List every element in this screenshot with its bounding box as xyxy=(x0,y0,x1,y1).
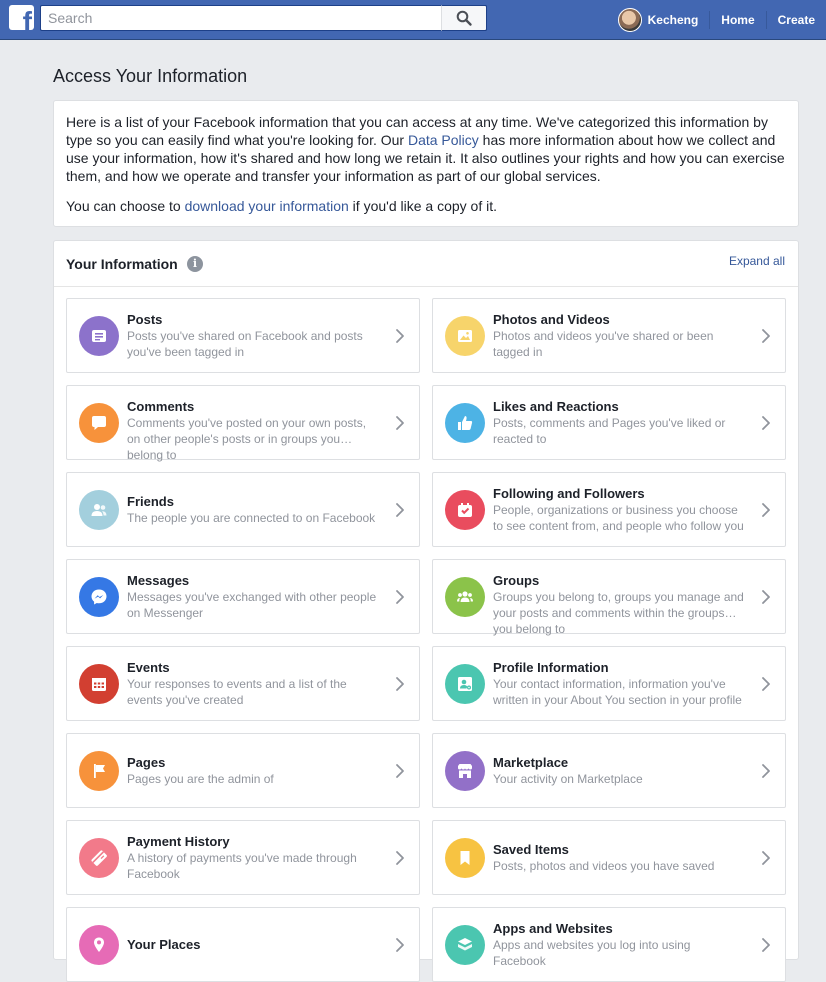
card-title: Pages xyxy=(127,754,166,770)
card-text xyxy=(493,486,745,534)
info-card-comments[interactable] xyxy=(66,385,420,460)
chevron-right-icon xyxy=(395,937,405,953)
card-description: People, organizations or business you choose to see content from, and people who follow you xyxy=(493,502,744,533)
info-card-likes-and-reactions[interactable] xyxy=(432,385,786,460)
info-card-photos-and-videos[interactable] xyxy=(432,298,786,373)
card-description: Apps and websites you log into using Facebook xyxy=(493,937,691,968)
card-title: Posts xyxy=(127,311,163,327)
card-title: Comments xyxy=(127,398,195,414)
info-card-following-and-followers[interactable] xyxy=(432,472,786,547)
search-input[interactable] xyxy=(41,6,441,30)
chevron-right-icon xyxy=(395,850,405,866)
card-description: The people you are connected to on Facebook xyxy=(127,510,376,525)
card-text xyxy=(127,398,379,462)
card-description: Photos and videos you've shared or been tagged in xyxy=(493,328,714,359)
card-description: Groups you belong to, groups you manage and your posts and comments within the groups you belong to xyxy=(493,589,744,636)
facebook-logo-icon[interactable]: f xyxy=(9,5,34,30)
profile-icon xyxy=(445,664,485,704)
search-button[interactable] xyxy=(441,5,487,31)
card-text xyxy=(127,937,379,953)
profile-link[interactable] xyxy=(607,9,710,31)
your-information-panel xyxy=(53,240,799,968)
card-title: Friends xyxy=(127,493,174,509)
expand-all-link[interactable]: Expand all xyxy=(728,254,785,268)
intro-text: Here is a list of your Facebook information that you can access at any time. We've categorized this information by type so you can easily find what you're looking for. Our xyxy=(66,114,768,148)
card-description: Your responses to events and a list of the events you've created xyxy=(127,676,347,707)
card-text xyxy=(127,755,379,787)
card-text xyxy=(127,312,379,360)
card-text xyxy=(127,660,379,708)
card-text xyxy=(493,842,745,874)
card-title: Likes and Reactions xyxy=(493,398,619,414)
chevron-right-icon xyxy=(395,502,405,518)
info-card-saved-items[interactable] xyxy=(432,820,786,895)
card-description: A history of payments you've made through Facebook xyxy=(127,850,357,881)
card-title: Payment History xyxy=(127,833,230,849)
info-card-messages[interactable] xyxy=(66,559,420,634)
card-text xyxy=(493,755,745,787)
info-card-profile-information[interactable] xyxy=(432,646,786,721)
card-title: Apps and Websites xyxy=(493,920,613,936)
page-title: Access Your Information xyxy=(53,66,248,86)
card-description: Pages you are the admin of xyxy=(127,771,274,786)
card-text xyxy=(493,660,745,708)
info-card-events[interactable] xyxy=(66,646,420,721)
card-text xyxy=(127,573,379,621)
following-icon xyxy=(445,490,485,530)
messenger-icon xyxy=(79,577,119,617)
places-icon xyxy=(79,925,119,965)
card-title: Groups xyxy=(493,572,540,588)
chevron-right-icon xyxy=(395,763,405,779)
groups-icon xyxy=(445,577,485,617)
info-icon[interactable]: i xyxy=(187,256,203,272)
card-title: Photos and Videos xyxy=(493,311,610,327)
panel-title: Your Information xyxy=(66,256,178,272)
chevron-right-icon xyxy=(761,937,771,953)
card-description: Messages you've exchanged with other people on Messenger xyxy=(127,589,377,620)
card-title: Following and Followers xyxy=(493,485,645,501)
chevron-right-icon xyxy=(761,502,771,518)
info-card-posts[interactable] xyxy=(66,298,420,373)
card-text xyxy=(493,572,745,636)
card-description: Posts you've shared on Facebook and posts you've been tagged in xyxy=(127,328,363,359)
chevron-right-icon xyxy=(761,328,771,344)
comment-icon xyxy=(79,403,119,443)
flag-icon xyxy=(79,751,119,791)
card-description: Comments you've posted on your own posts, on other people's posts or in groups you belong to xyxy=(127,415,367,462)
info-card-friends[interactable] xyxy=(66,472,420,547)
chevron-right-icon xyxy=(761,763,771,779)
panel-header xyxy=(54,241,798,287)
card-title: Marketplace xyxy=(493,754,569,770)
download-paragraph xyxy=(66,197,786,215)
chevron-right-icon xyxy=(761,676,771,692)
card-text xyxy=(493,312,745,360)
card-description: Your activity on Marketplace xyxy=(493,771,643,786)
chevron-right-icon xyxy=(395,589,405,605)
chevron-right-icon xyxy=(395,676,405,692)
apps-icon xyxy=(445,925,485,965)
photos-icon xyxy=(445,316,485,356)
chevron-right-icon xyxy=(761,850,771,866)
info-card-payment-history[interactable] xyxy=(66,820,420,895)
events-icon xyxy=(79,664,119,704)
nav-divider xyxy=(766,11,767,29)
card-text xyxy=(127,834,379,882)
intro-box xyxy=(53,100,799,227)
card-description: Your contact information, information you've written in your About You section in your profile xyxy=(493,676,742,707)
search-box xyxy=(40,5,487,31)
card-title: Messages xyxy=(127,572,190,588)
payment-icon xyxy=(79,838,119,878)
nav-right xyxy=(607,0,826,40)
like-icon xyxy=(445,403,485,443)
search-icon xyxy=(456,10,472,26)
card-text xyxy=(493,399,745,447)
card-description: Posts, comments and Pages you've liked or reacted to xyxy=(493,415,726,446)
card-description: Posts, photos and videos you have saved xyxy=(493,858,715,873)
card-title: Saved Items xyxy=(493,841,569,857)
chevron-right-icon xyxy=(761,415,771,431)
chevron-right-icon xyxy=(395,415,405,431)
avatar xyxy=(618,8,642,32)
friends-icon xyxy=(79,490,119,530)
card-text xyxy=(493,921,745,969)
info-card-groups[interactable] xyxy=(432,559,786,634)
create-link[interactable]: Create xyxy=(777,13,815,27)
chevron-right-icon xyxy=(395,328,405,344)
card-title: Profile Information xyxy=(493,659,609,675)
profile-name: Kecheng xyxy=(647,13,699,27)
card-title: Events xyxy=(127,659,170,675)
bookmark-icon xyxy=(445,838,485,878)
nav-divider xyxy=(709,11,710,29)
info-card-pages[interactable] xyxy=(66,733,420,808)
download-information-link[interactable]: download your information xyxy=(184,198,349,214)
download-text: You can choose to xyxy=(66,198,185,214)
chevron-right-icon xyxy=(761,589,771,605)
intro-paragraph xyxy=(66,113,786,185)
posts-icon xyxy=(79,316,119,356)
home-link[interactable]: Home xyxy=(721,13,755,27)
card-title: Your Places xyxy=(127,936,201,952)
card-text xyxy=(127,494,379,526)
intro-text: has more information about how we collect and use your information, how it's shared and how long we retain it. It also outlines your rights and how you can exercise them, and how we operate and transfer your information as part of our global services. xyxy=(66,132,785,184)
info-card-your-places[interactable] xyxy=(66,907,420,982)
marketplace-icon xyxy=(445,751,485,791)
info-card-apps-and-websites[interactable] xyxy=(432,907,786,982)
top-navigation-bar xyxy=(0,0,826,40)
info-card-marketplace[interactable] xyxy=(432,733,786,808)
data-policy-link[interactable]: Data Policy xyxy=(407,132,479,148)
download-text: if you'd like a copy of it. xyxy=(348,198,497,214)
